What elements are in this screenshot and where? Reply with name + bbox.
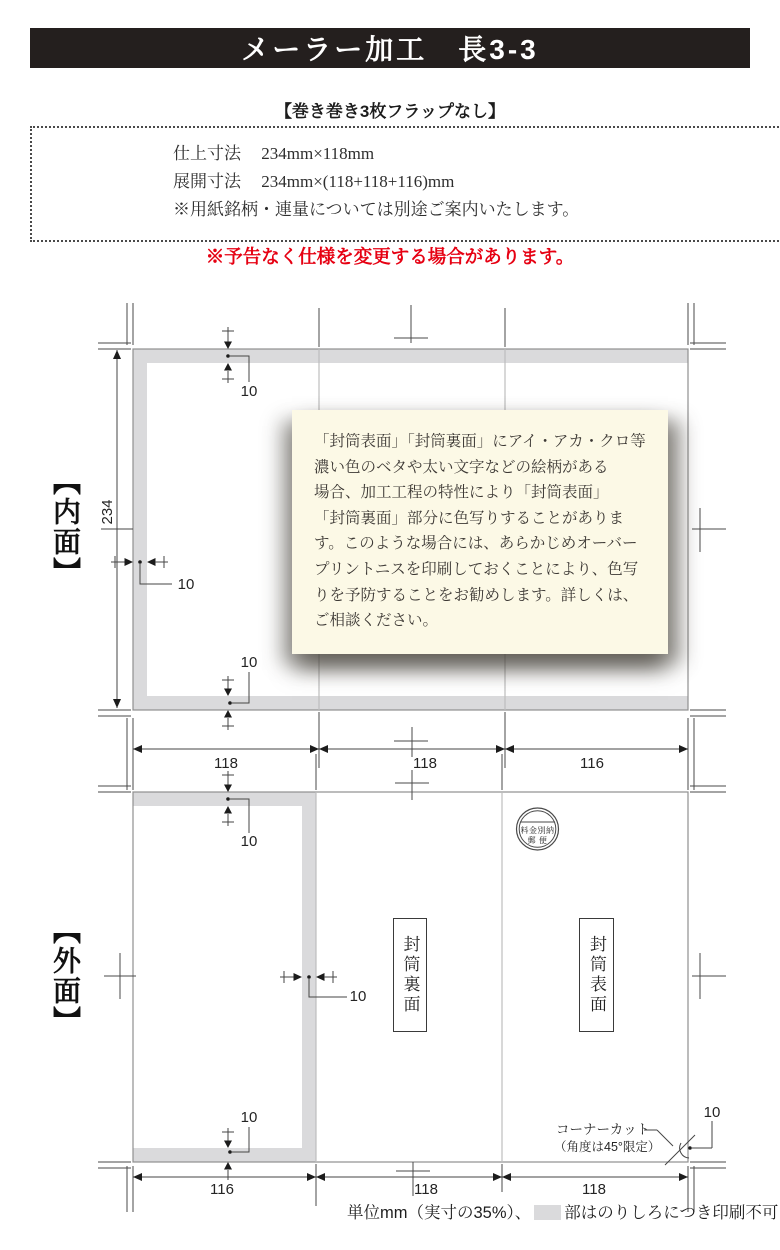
outer-width-2: 118 <box>414 1181 438 1198</box>
inner-glue-dim-left <box>111 556 194 593</box>
inner-glue-band-bottom <box>133 696 688 710</box>
inner-face-label: 【内面】 <box>50 467 81 587</box>
outer-width-1: 116 <box>210 1181 234 1198</box>
spec-finish-label: 仕上寸法 <box>173 144 241 163</box>
note-line: す。このような場合には、あらかじめオーバー <box>314 535 638 553</box>
glue-legend-text: 部はのりしろにつき印刷不可 <box>564 1204 779 1222</box>
outer-width-dimensions <box>133 1173 688 1198</box>
outer-glue-dim-right <box>280 971 366 1005</box>
outer-glue-bottom-label: 10 <box>240 1109 258 1126</box>
corner-cut-annotation <box>554 1104 720 1165</box>
note-line: ご相談ください。 <box>314 612 439 630</box>
outer-glue-band-top <box>133 792 316 806</box>
spec-open-label: 展開寸法 <box>173 172 241 191</box>
spec-paper-note: ※用紙銘柄・連量については別途ご案内いたします。 <box>173 200 580 219</box>
note-line: 場合、加工工程の特性により「封筒表面」 <box>314 484 609 502</box>
envelope-back-box: 封筒裏面 <box>393 918 427 1032</box>
outer-glue-top-label: 10 <box>240 833 258 850</box>
spec-open-value: 234mm×(118+118+116)mm <box>261 172 455 191</box>
corner-cut-label: コーナーカット <box>556 1122 651 1137</box>
inner-glue-bottom-label: 10 <box>240 654 258 671</box>
note-line: りを予防することをお勧めします。詳しくは、 <box>314 586 639 604</box>
inner-glue-band-top <box>133 349 688 363</box>
outer-glue-right-label: 10 <box>349 988 367 1005</box>
envelope-front-box: 封筒表面 <box>579 918 614 1032</box>
inner-width-1: 118 <box>214 755 238 772</box>
corner-cut-dim-label: 10 <box>703 1104 721 1121</box>
spec-open-row <box>173 168 780 196</box>
postage-paid-stamp <box>517 808 559 850</box>
inner-width-dimensions <box>133 745 688 772</box>
warning-text: ※予告なく仕様を変更する場合があります。 <box>205 246 575 267</box>
stamp-line1: 料金別納 <box>520 826 555 835</box>
stamp-line2: 郵 便 <box>527 836 548 845</box>
note-line: 濃い色のベタや太い文字などの絵柄がある <box>314 458 609 476</box>
outer-face-label: 【外面】 <box>50 916 81 1036</box>
outer-width-3: 118 <box>582 1181 606 1198</box>
inner-width-3: 116 <box>580 755 604 772</box>
inner-glue-dim-bottom <box>222 654 257 730</box>
outer-glue-dim-top <box>222 771 257 850</box>
note-line: 「封筒表面」「封筒裏面」にアイ・アカ・クロ等 <box>314 433 646 450</box>
page-title: メーラー加工 長3-3 <box>241 34 539 65</box>
color-transfer-note <box>292 410 668 654</box>
inner-height-dimension <box>99 350 133 708</box>
unit-legend <box>347 1199 778 1223</box>
note-line: 「封筒裏面」部分に色写りすることがありま <box>314 509 625 527</box>
inner-glue-top-label: 10 <box>240 383 258 400</box>
glue-swatch <box>534 1205 561 1220</box>
spec-box <box>30 126 780 242</box>
unit-legend-text: 単位mm（実寸の35%）、 <box>347 1204 532 1222</box>
inner-glue-dim-top <box>222 327 257 400</box>
inner-glue-left-label: 10 <box>177 576 195 593</box>
inner-height-label: 234 <box>99 499 116 525</box>
outer-glue-band-bottom <box>133 1148 316 1162</box>
spec-finish-value: 234mm×118mm <box>261 144 375 163</box>
corner-cut-sub-label: （角度は45°限定） <box>554 1140 661 1154</box>
inner-glue-band-left <box>133 349 147 710</box>
note-line: プリントニスを印刷しておくことにより、色写 <box>314 560 639 578</box>
page-title-bar <box>30 28 750 68</box>
outer-glue-dim-bottom <box>222 1109 257 1180</box>
spec-finish-row <box>173 140 780 168</box>
page-subtitle: 【巻き巻き3枚フラップなし】 <box>274 102 506 121</box>
inner-width-2: 118 <box>413 755 437 772</box>
